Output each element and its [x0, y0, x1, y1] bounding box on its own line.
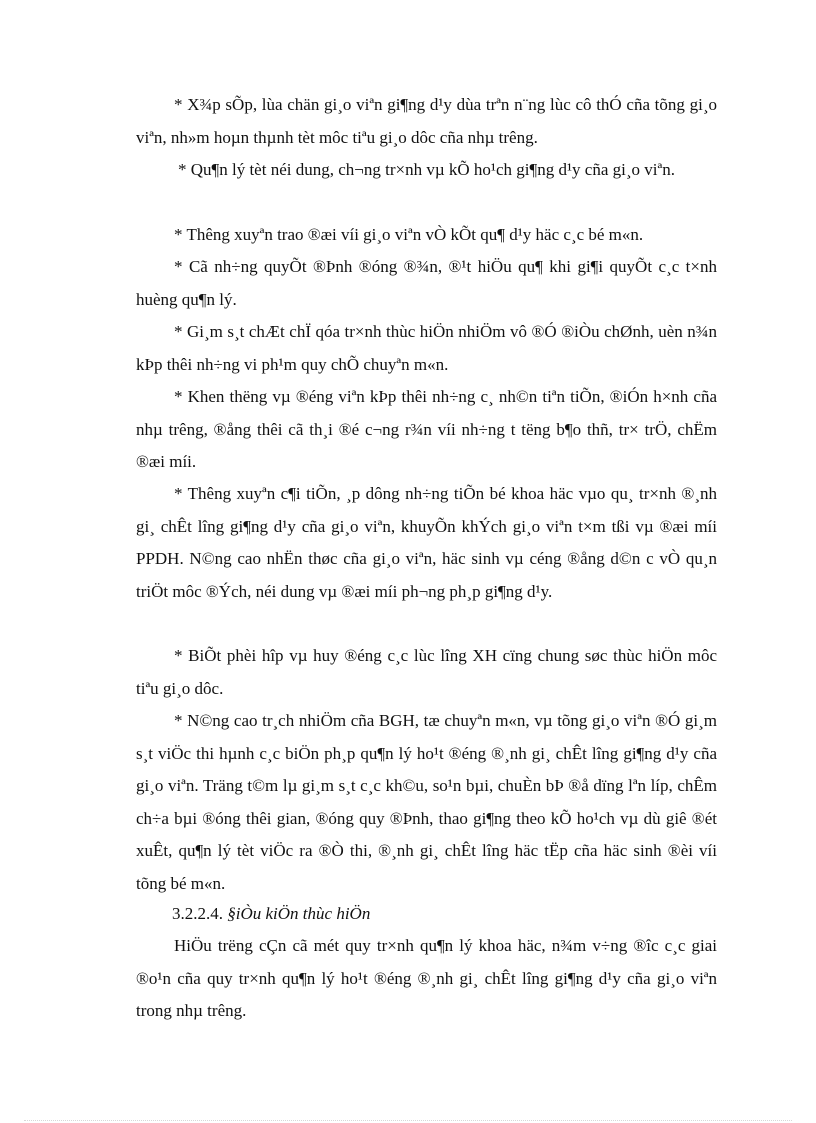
closing-paragraph: HiÖu trëng cÇn cã mét quy tr×nh qu¶n lý khoa häc, n¾m v÷ng ®îc c¸c giai ®o¹n cña quy tr×nh qu¶n lý ho¹t ®éng ®¸nh gi¸ chÊt lîng gi¶ng d¹y cña gi¸o viªn trong nhµ trêng. — [136, 936, 717, 1020]
paragraph-1: * X¾p sÕp, lùa chän gi¸o viªn gi¶ng d¹y dùa trªn n¨ng lùc cô thÓ cña tõng gi¸o viªn, nh»m hoµn thµnh tèt môc tiªu gi¸o dôc cña nhµ trêng. — [136, 95, 717, 147]
paragraph-7: * Thêng xuyªn c¶i tiÕn, ¸p dông nh÷ng tiÕn bé khoa häc vµo qu¸ tr×nh ®¸nh gi¸ chÊt lîng gi¶ng d¹y cña gi¸o viªn, khuyÕn khÝch gi¸o viªn t×m tßi vµ ®æi míi PPDH. N©ng cao nhËn thøc cña gi¸o viªn, häc sinh vµ céng ®ång d©n c vÒ qu¸n triÖt môc ®Ých, néi dung vµ ®æi míi ph¬ng ph¸p gi¶ng d¹y. — [136, 484, 717, 601]
paragraph-8: * BiÕt phèi hîp vµ huy ®éng c¸c lùc lîng XH cïng chung søc thùc hiÖn môc tiªu gi¸o dôc. — [136, 646, 717, 698]
paragraph-6: * Khen thëng vµ ®éng viªn kÞp thêi nh÷ng c¸ nh©n tiªn tiÕn, ®iÓn h×nh cña nhµ trêng, ®ång thêi cã th¸i ®é c¬ng r¾n víi nh÷ng t tëng b¶o thñ, tr× trÖ, chËm ®æi míi. — [136, 387, 717, 471]
page-bottom-divider — [24, 1120, 792, 1121]
section-number: 3.2.2.4. — [172, 904, 223, 923]
section-heading — [172, 898, 370, 931]
paragraph-4: * Cã nh÷ng quyÕt ®Þnh ®óng ®¾n, ®¹t hiÖu qu¶ khi gi¶i quyÕt c¸c t×nh huèng qu¶n lý. — [136, 257, 717, 309]
paragraph-9: * N©ng cao tr¸ch nhiÖm cña BGH, tæ chuyªn m«n, vµ tõng gi¸o viªn ®Ó gi¸m s¸t viÖc thi hµnh c¸c biÖn ph¸p qu¶n lý ho¹t ®éng ®¸nh gi¸ chÊt lîng gi¶ng d¹y cña gi¸o viªn. Träng t©m lµ gi¸m s¸t c¸c kh©u, so¹n bµi, chuÈn bÞ ®å dïng lªn líp, chÊm ch÷a bµi ®óng thêi gian, ®óng quy ®Þnh, thao gi¶ng theo kÕ ho¹ch vµ dù giê ®ét xuÊt, qu¶n lý tèt viÖc ra ®Ò thi, ®¸nh gi¸ chÊt lîng häc tËp cña häc sinh ®èi víi tõng bé m«n. — [136, 711, 717, 893]
section-title: §iÒu kiÖn thùc hiÖn — [227, 904, 371, 923]
paragraph-2: * Qu¶n lý tèt néi dung, ch¬ng tr×nh vµ kÕ ho¹ch gi¶ng d¹y cña gi¸o viªn. — [178, 160, 675, 179]
paragraph-5: * Gi¸m s¸t chÆt chÏ qóa tr×nh thùc hiÖn nhiÖm vô ®Ó ®iÒu chØnh, uèn n¾n kÞp thêi nh÷ng vi ph¹m quy chÕ chuyªn m«n. — [136, 322, 717, 374]
paragraph-3: * Thêng xuyªn trao ®æi víi gi¸o viªn vÒ kÕt qu¶ d¹y häc c¸c bé m«n. — [174, 225, 644, 244]
